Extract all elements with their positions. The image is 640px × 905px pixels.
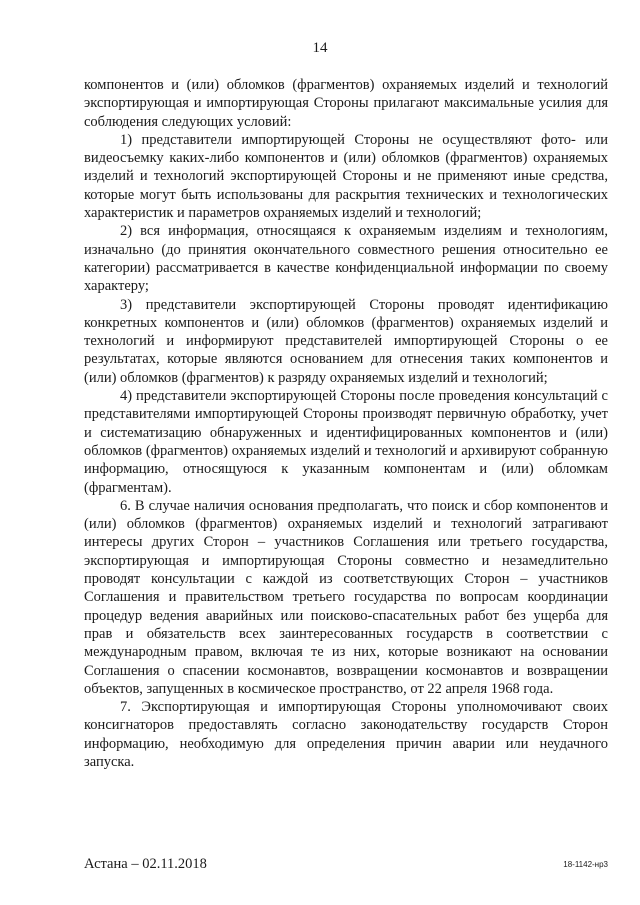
paragraph-continuation: компонентов и (или) обломков (фрагментов) охраняемых изделий и технологий экспортирующая и импортирующая Стороны прилагают максимальные усилия для соблюдения следующих условий: bbox=[84, 77, 608, 130]
paragraph-condition-3: 3) представители экспортирующей Стороны проводят идентификацию конкретных компонентов и (или) обломков (фрагментов) охраняемых изделий и технологий и информируют представителей импортирующей Стороны о ее результатах, которые являются основанием для отнесения таких компонентов и (или) обломков (фрагментов) к разряду охраняемых изделий и технологий; bbox=[84, 296, 608, 386]
footer-place-date: Астана – 02.11.2018 bbox=[84, 856, 207, 872]
paragraph-condition-4: 4) представители экспортирующей Стороны после проведения консультаций с представителями импортирующей Стороны производят первичную обработку, учет и систематизацию обнаруженных и идентифицированных компонентов и (или) обломков (фрагментов) охраняемых изделий и технологий и архивируют собранную информацию, относящуюся к указанным компонентам и (или) обломкам (фрагментам). bbox=[84, 388, 608, 496]
paragraph-condition-1: 1) представители импортирующей Стороны не осуществляют фото- или видеосъемку каких-либо компонентов и (или) обломков (фрагментов) охраняемых изделий и технологий экспортирующей Стороны и не применяют иные средства, которые могут быть использованы для раскрытия технических и технологических характеристик и параметров охраняемых изделий и технологий; bbox=[84, 131, 608, 222]
footer-doc-code: 18-1142-нр3 bbox=[563, 860, 608, 869]
page-number: 14 bbox=[312, 40, 328, 56]
paragraph-section-7: 7. Экспортирующая и импортирующая Стороны уполномочивают своих консигнаторов предоставлять согласно законодательству государств Сторон информацию, необходимую для определения причин аварии или неудачного запуска. bbox=[84, 699, 608, 770]
document-body bbox=[84, 76, 608, 771]
paragraph-section-6: 6. В случае наличия основания предполагать, что поиск и сбор компонентов и (или) обломков (фрагментов) охраняемых изделий и технологий затрагивают интересы других Сторон – участников Соглашения или третьего государства, экспортирующая и импортирующая Стороны совместно и незамедлительно проводят консультации с каждой из соответствующих Сторон – участников Соглашения и правительством третьего государства по вопросам координации процедур ведения аварийных или поисково-спасательных работ без ущерба для прав и обязательств всех заинтересованных государств в соответствии с международным правом, включая те из них, которые возникают на основании Соглашения о спасении космонавтов, возвращении космонавтов и возвращении объектов, запущенных в космическое пространство, от 22 апреля 1968 года. bbox=[84, 497, 608, 697]
paragraph-condition-2: 2) вся информация, относящаяся к охраняемым изделиям и технологиям, изначально (до принятия окончательного совместного решения относительно ее категории) рассматривается в качестве конфиденциальной информации по своему характеру; bbox=[84, 223, 608, 295]
